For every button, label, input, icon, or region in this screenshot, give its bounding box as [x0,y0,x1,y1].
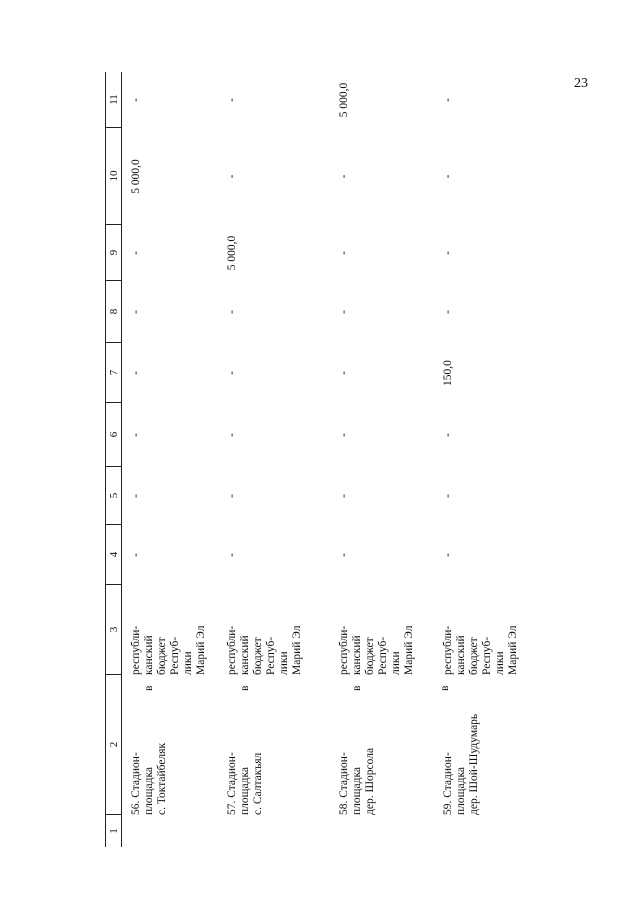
value-col-5: - [442,494,454,498]
budget-source: республи- канский бюджет Респуб- лики Марий Эл [130,625,207,675]
value-col-4: - [442,553,454,557]
value-col-11: 5 000,0 [338,82,350,118]
value-col-11: - [226,98,238,102]
preposition: в [239,685,251,691]
value-col-6: - [442,433,454,437]
header-col-7: 7 [106,343,122,403]
value-col-9: - [130,251,142,255]
page-number: 23 [574,76,588,91]
value-col-9: - [442,251,454,255]
header-col-11: 11 [106,72,122,128]
value-col-6: - [130,433,142,437]
value-col-10: 5 000,0 [130,159,142,194]
value-col-7: - [226,371,238,375]
table-header [105,72,122,847]
header-col-5: 5 [106,467,122,525]
value-col-4: - [338,553,350,557]
value-col-11: - [442,98,454,102]
preposition: в [143,685,155,691]
value-col-7: - [338,371,350,375]
preposition: в [351,685,363,691]
object-name: 57. Стадион- площадка с. Салтакъял [226,752,264,815]
object-name: 58. Стадион- площадка дер. Шорсола [338,747,376,815]
value-col-11: - [130,98,142,102]
value-col-9: 5 000,0 [226,235,238,271]
object-name: 56. Стадион- площадка с. Токтайбеляк [130,742,168,815]
value-col-7: - [130,371,142,375]
value-col-4: - [226,553,238,557]
header-col-2: 2 [106,675,122,815]
value-col-10: - [338,174,350,179]
value-col-6: - [226,433,238,437]
header-col-8: 8 [106,281,122,343]
value-col-9: - [338,251,350,255]
header-col-1: 1 [108,828,120,834]
value-col-4: - [130,553,142,557]
value-col-10: - [442,174,454,179]
rotated-table [105,72,565,847]
object-name: 59. Стадион- площадка дер. Шой-Шудумарь [442,713,480,815]
header-col-4: 4 [106,525,122,585]
value-col-5: - [338,494,350,498]
value-col-8: - [130,310,142,314]
value-col-7: 150,0 [442,360,454,386]
header-col-6: 6 [106,403,122,467]
budget-source: республи- канский бюджет Респуб- лики Марий Эл [338,625,415,675]
value-col-8: - [226,310,238,314]
budget-source: республи- канский бюджет Респуб- лики Марий Эл [226,625,303,675]
header-col-10: 10 [106,128,122,225]
value-col-6: - [338,433,350,437]
value-col-5: - [130,494,142,498]
preposition: в [439,685,451,691]
table-body [122,72,565,847]
header-col-9: 9 [106,225,122,281]
value-col-10: - [226,174,238,179]
value-col-5: - [226,494,238,498]
header-col-3: 3 [106,585,122,675]
value-col-8: - [338,310,350,314]
value-col-8: - [442,310,454,314]
budget-source: республи- канский бюджет Респуб- лики Марий Эл [442,625,519,675]
